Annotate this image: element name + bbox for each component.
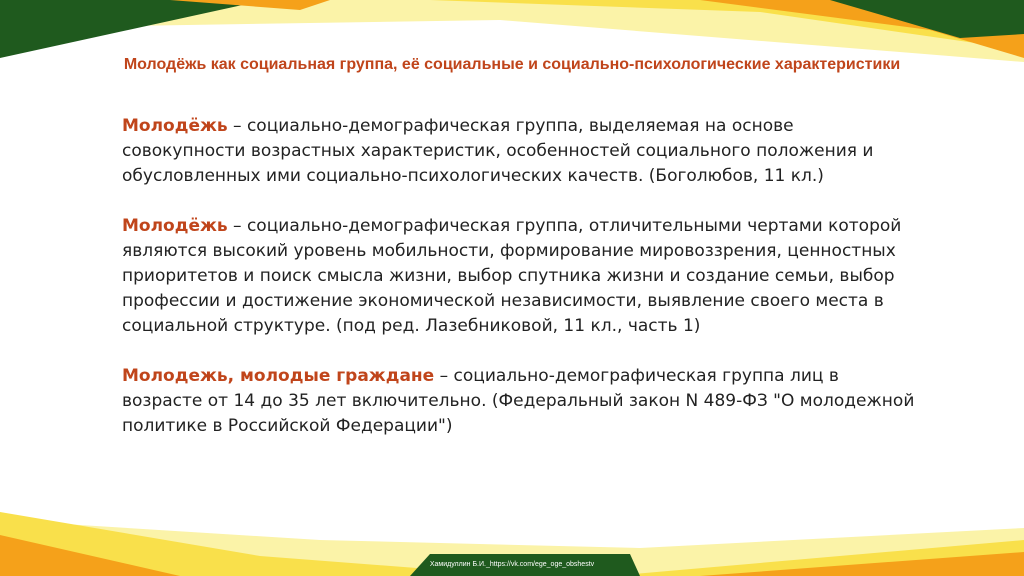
definition-term: Молодёжь [122,216,228,236]
top-left-green-shape [0,0,265,58]
definition-text: – социально-демографическая группа, отличительными чертами которой являются высокий уровень мобильности, формирование мировоззрения, ценностных приоритетов и поиск смысла жизни, выбор спутника жизни и создание семьи, выбор профессии и достижение экономической независимости, выявление своего места в социальной структуре. (под ред. Лазебниковой, 11 кл., часть 1) [122,216,902,336]
definition-term: Молодёжь [122,116,228,136]
definition-text: – социально-демографическая группа, выделяемая на основе совокупности возрастных характеристик, особенностей социального положения и обусловленных ими социально-психологических качеств. (Боголюбов, 11 кл.) [122,116,874,186]
definition-2 [122,214,922,339]
definition-1 [122,114,922,189]
definitions-block [122,114,922,464]
footer-credit: Хамидуллин Б.И._https://vk.com/ege_oge_obshestv [429,561,595,568]
definition-text: – социально-демографическая группа лиц в возрасте от 14 до 35 лет включительно. (Федеральный закон N 489-ФЗ "О молодежной политике в Российской Федерации") [122,366,915,436]
definition-3 [122,364,922,439]
slide-title: Молодёжь как социальная группа, её социальные и социально-психологические характеристики [123,56,901,73]
definition-term: Молодежь, молодые граждане [122,366,435,386]
